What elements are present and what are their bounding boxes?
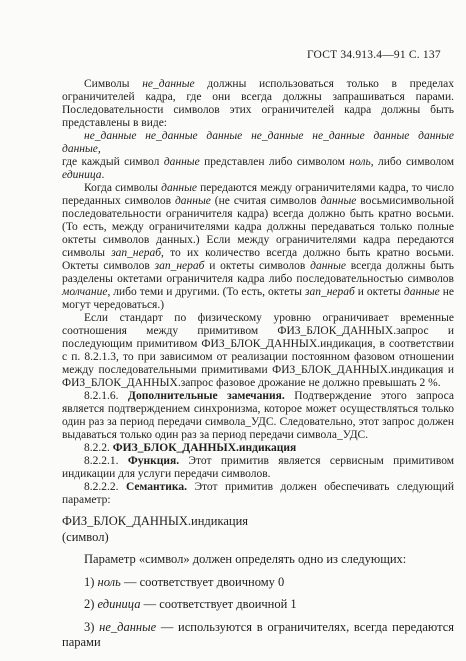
text-run: Параметр «символ» должен определять одно из следующих: xyxy=(84,552,407,566)
paragraph xyxy=(62,78,454,130)
italic-text: данные xyxy=(174,195,211,207)
text-run: Если стандарт по физическому уровню ограничивает временные соотношения между примитивом ФИЗ_БЛОК_ДАННЫХ.запрос и последующим примитивом ФИЗ_БЛОК_ДАННЫХ.индикация, в соответствии с п. 8.2.1.3, то при зависимом от реализации постоянном фазовом отношении между последовательными примитивами ФИЗ_БЛОК_ДАННЫХ.индикация и ФИЗ_БЛОК_ДАННЫХ.запрос фазовое дрожание не должно превышать 2 %. xyxy=(62,312,454,389)
page-header: ГОСТ 34.913.4—91 С. 137 xyxy=(307,49,441,61)
paragraph xyxy=(62,455,454,481)
text-run: и октеты xyxy=(354,286,404,298)
text-run: не могут чередоваться.) xyxy=(62,286,454,311)
italic-text: единица xyxy=(62,169,102,181)
italic-text: данные xyxy=(163,156,200,168)
text-run: Этот примитив является сервисным примитивом индикации для услуги передачи символов. xyxy=(62,455,454,480)
italic-text: ноль xyxy=(97,574,121,589)
paragraph xyxy=(62,130,454,156)
bold-text: Дополнительные замечания. xyxy=(128,390,285,402)
text-run: 8.2.2.2. xyxy=(84,481,126,493)
text-run: — соответствует двоичной 1 xyxy=(140,597,297,611)
bold-text: Функция. xyxy=(127,455,180,467)
italic-text: зап_нераб xyxy=(111,247,162,259)
paragraph xyxy=(62,156,454,182)
italic-text: не_данные xyxy=(142,78,195,90)
italic-text: единица xyxy=(97,597,141,611)
italic-text: данные xyxy=(310,260,346,272)
primitive-parameter xyxy=(62,530,454,546)
italic-text: данные xyxy=(320,195,357,207)
text-run: всегда должны быть разделены октетами ограничителя кадра либо последовательностью символов xyxy=(62,260,454,285)
text-run: 2) xyxy=(84,597,98,611)
text-run: Этот примитив должен обеспечивать следующий параметр: xyxy=(62,481,455,506)
section-heading xyxy=(62,442,454,455)
text-run: 1) xyxy=(84,574,98,589)
list-item xyxy=(62,597,454,613)
italic-text: молчание xyxy=(62,286,108,298)
text-run: , либо теми и другими. (То есть, октеты xyxy=(107,286,305,298)
text-run: — используются в ограничителях, всегда передаются парами xyxy=(62,619,454,649)
text-run: передаются между ограничителями кадра, то число переданных символов xyxy=(62,182,454,207)
paragraph xyxy=(62,552,454,568)
text-run: представлен либо символом xyxy=(199,156,350,168)
bold-text: Семантика. xyxy=(125,481,187,493)
paragraph xyxy=(62,182,454,312)
primitive-name xyxy=(62,514,454,530)
text-run: ФИЗ_БЛОК_ДАННЫХ.индикация xyxy=(62,514,249,528)
text-run: 3) xyxy=(84,619,100,634)
paragraph xyxy=(62,312,454,390)
text-run: и октеты символов xyxy=(204,260,311,272)
italic-text: не_данные не_данные данные не_данные не_данные данные данные данные, xyxy=(62,130,454,155)
text-run: Когда символы xyxy=(84,182,162,194)
text-run: , то их количество всегда должно быть кратно восьми. Октеты символов xyxy=(62,247,454,272)
paragraph xyxy=(62,390,454,442)
bold-text: ФИЗ_БЛОК_ДАННЫХ.индикация xyxy=(112,442,297,454)
italic-text: ноль xyxy=(349,156,371,168)
text-run: 8.2.1.6. xyxy=(84,390,129,402)
list-item xyxy=(62,575,454,591)
text-run: 8.2.2. xyxy=(84,442,113,454)
text-run: должны использоваться только в пределах ограничителей кадра, где они всегда должны запрашиваться парами. Последовательности символов этих ограничителей кадра должны быть представлены в виде: xyxy=(62,78,454,129)
text-run: (символ) xyxy=(62,529,109,544)
text-run: 8.2.2.1. xyxy=(84,455,128,467)
text-run: (не считая символов xyxy=(210,195,321,207)
text-run: Символы xyxy=(84,78,143,90)
italic-text: данные xyxy=(161,182,198,194)
paragraph xyxy=(62,481,454,507)
text-run: . xyxy=(101,169,105,181)
italic-text: зап_нераб xyxy=(154,260,205,272)
text-run: восьмисимвольной последовательности ограничителя кадра) всегда должно быть кратно восьми. (То есть, между ограничителями кадра должны передаваться только полные октеты символов данных.) Если между ограничителями кадра передаются символы xyxy=(62,195,454,259)
document-body xyxy=(62,78,454,651)
text-run: Подтверждение этого запроса является подтверждением синхронизма, которое может осуществляться только один раз за период передачи символа_УДС. Следовательно, этот запрос должен выдаваться только один раз за период передачи символа_УДС. xyxy=(62,390,455,441)
text-run: , либо символом xyxy=(370,156,454,168)
list-item xyxy=(62,620,454,651)
italic-text: зап_нераб xyxy=(304,286,355,298)
text-run: где каждый символ xyxy=(62,156,164,168)
italic-text: не_данные xyxy=(99,619,157,634)
italic-text: данные xyxy=(403,286,440,298)
text-run: — соответствует двоичному 0 xyxy=(120,574,285,589)
